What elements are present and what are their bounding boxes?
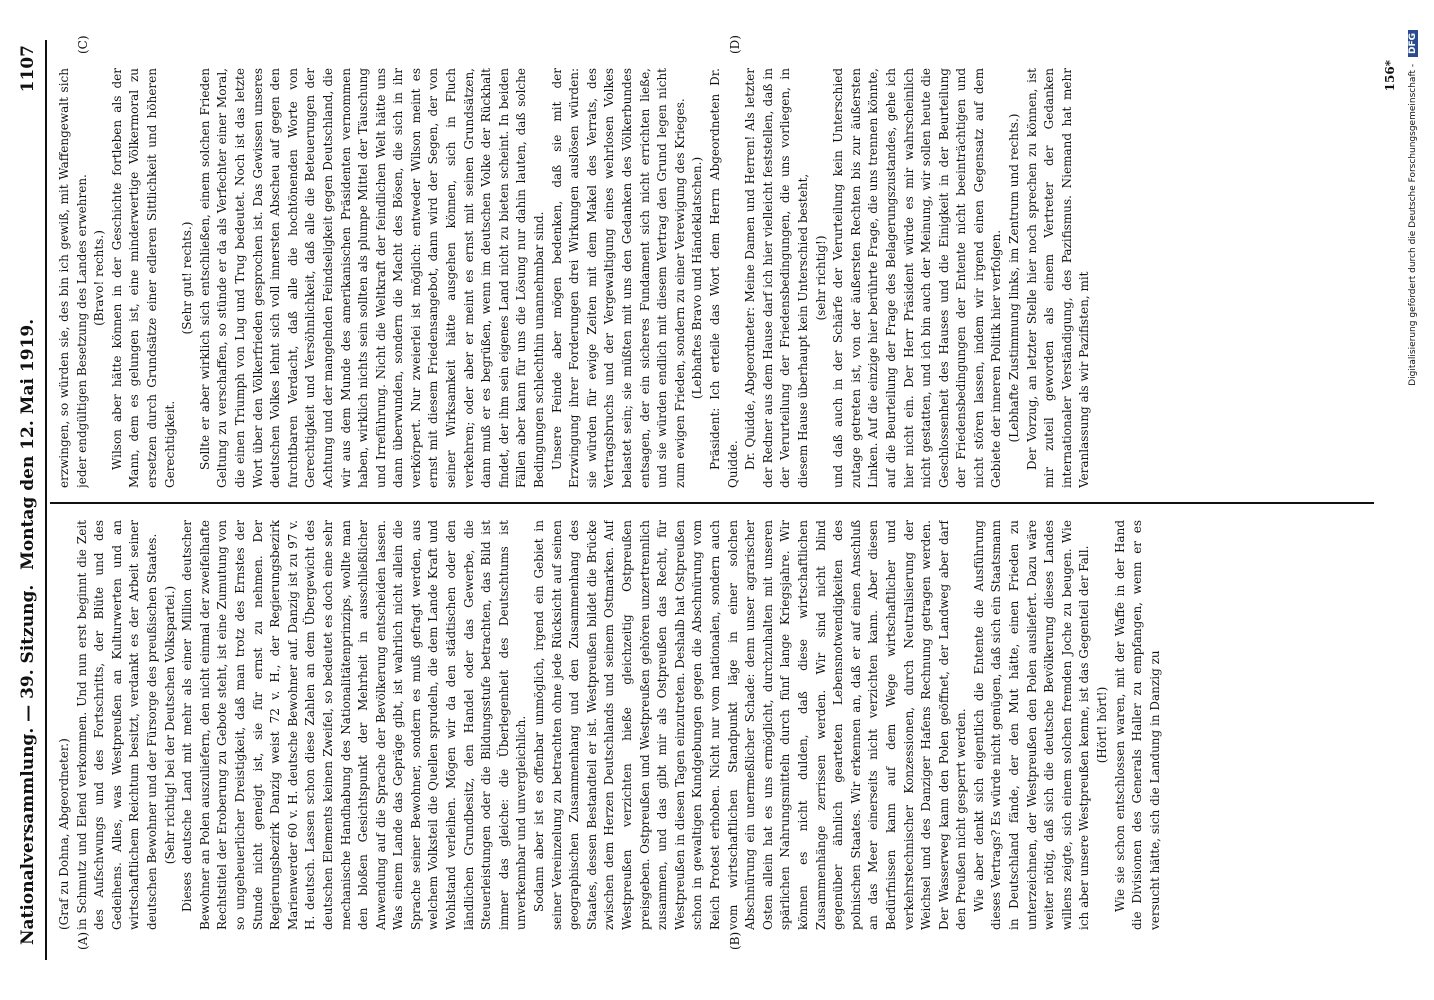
paragraph: erzwingen, so würden sie, des bin ich gewiß, mit Waffengewalt sich jeder endgültigen Besetzung des Landes erwehren. (57, 68, 89, 488)
interjection: (Hört! hört!) (1095, 686, 1110, 764)
left-text-column (56, 520, 1376, 930)
interjection: (Sehr gut! rechts.) (180, 221, 195, 335)
paragraph: Sodann aber ist es offenbar unmöglich, irgend ein Gebiet in seiner Vereinzelung zu betrachten ohne jede Rücksicht auf seinen geographischen Zusammenhang und den Zusammenhang des Staates, dessen Bestandteil er ist. Westpreußen bildet die Brücke zwischen dem Herzen Deutschlands und seinem Ostmarken. Auf Westpreußen verzichten hieße gleichzeitig Ostpreußen preisgeben. Ostpreußen und Westpreußen gehören unzertrennlich zusammen, und das gibt mir als Ostpreußen das Recht, für Westpreußen in diesen Tagen einzutreten. Deshalb hat Ostpreußen schon in gewaltigen Kundgebungen gegen die Abschnürung vom Reich Protest erhoben. Nicht nur vom nationalen, sondern auch vom wirtschaftlichen Standpunkt läge in einer solchen Abschnürung ein unermeßlicher Schade: denn unser agrarischer Osten allein hat es uns ermöglicht, durchzuhalten mit unseren spärlichen Nahrungsmitteln durch fünf lange Kriegsjahre. Wir können es nicht dulden, daß diese wirtschaftlichen Zusammenhänge zerrissen werden. Wir sind nicht blind gegenüber ähnlich gearteten Lebensnotwendigkeiten des polnischen Staates. Wir erkennen an, daß er auf einen Anschluß an das Meer einerseits nicht verzichten kann. Aber diesen Bedürfnissen kann auf dem Wege wirtschaftlicher und verkehrstechnischer Konzessionen, durch Neutralisierung der Weichsel und des Danziger Hafens Rechnung getragen werden. Der Wasserweg kann den Polen geöffnet, der Landweg aber darf den Preußen nicht gesperrt werden. (532, 520, 969, 930)
interjection: (Sehr richtig! bei der Deutschen Volkspartei.) (162, 585, 177, 865)
paragraph: Dieses deutsche Land mit mehr als einer Million deutscher Bewohner an Polen auszuliefern, den nicht einmal der zweifelhafte Rechtstitel der Eroberung zu Gebote steht, ist eine Zumutung von so ungeheuerlicher Dreistigkeit, daß man trotz des Ernstes der Stunde nicht geneigt ist, sie für ernst zu nehmen. Der Regierungsbezirk Danzig weist 72 v. H., der Regierungsbezirk Marienwerder 60 v. H. deutsche Bewohner auf. Danzig ist zu 97 v. H. deutsch. Lassen schon diese Zahlen an dem Übergewicht des deutschen Elements keinen Zweifel, so bedeutet es doch eine sehr mechanische Handhabung des Nationalitätenprinzips, wollte man den bloßen Gesichtspunkt der Mehrheit in ausschließlicher Anwendung auf die Sprache der Bevölkerung entscheiden lassen. Was einem Lande das Gepräge gibt, ist wahrlich nicht allein die Sprache seiner Bewohner, sondern es muß gefragt werden, aus welchem Volksteil die Quellen sprudeln, die dem Lande Kraft und Wohlstand verleihen. Mögen wir da den städtischen oder den ländlichen Grundbesitz, den Handel oder das Gewerbe, die Steuerleistungen oder die Bildungsstufe betrachten, das Bild ist immer das gleiche: die Überlegenheit des Deutschtums ist unverkennbar und unvergleichlich. (180, 520, 529, 930)
paragraph: Sollte er aber wirklich sich entschließen, einem solchen Frieden Geltung zu verschaffen, so stünde er da als Verfechter einer Moral, die einen Triumph von Lug und Trug bedeutet. Noch ist das letzte Wort über den Völkerfrieden gesprochen ist. Das Gewissen unseres deutschen Volkes lehnt sich voll innersten Abscheu auf gegen den furchtbaren Verdacht, daß alle die hochtönenden Worte von Gerechtigkeit und Versöhnlichkeit, daß alle die Beteuerungen der Achtung und der mangelnden Feindseligkeit gegen Deutschland, die wir aus dem Munde des amerikanischen Präsidenten vernommen haben, wirklich nichts sein sollten als plumpe Mittel der Täuschung und Irreführung. Nicht die Weltkraft der feindlichen Welt hätte uns dann überwunden, sondern die Macht des Bösen, die sich in ihr verkörpert. Nur zweierlei ist möglich: entweder Wilson meint es ernst mit diesem Friedensangebot, dann wird der Segen, der von seiner Wirksamkeit hätte ausgehen können, sich in Fluch verkehren; oder aber er meint es ernst mit seinen Grundsätzen, dann muß er es begrüßen, wenn im deutschen Volke der Rückhalt findet, der ihm sein eigenes Land nicht zu bieten scheint. In beiden Fällen aber kann für uns die Lösung nur dahin lauten, daß solche Bedingungen schlechthin unannehmbar sind. (197, 68, 547, 488)
paragraph: Unsere Feinde aber mögen bedenken, daß sie mit der Erzwingung ihrer Forderungen drei Wirkungen auslösen würden: sie würden für ewige Zeiten mit dem Makel des Verrats, des Vertragsbruchs und der Vergewaltigung eines wehrlosen Volkes belastet sein; sie müßten mit uns den Gedanken des Völkerbundes entsagen, der ein sicheres Fundament sich nicht errichten ließe, und sie würden endlich mit diesem Vertrag den Grund legen nicht zum ewigen Frieden, sondern zu einer Verewigung des Krieges. (549, 68, 687, 488)
digitization-note-text: Digitalisierung gefördert durch die Deutsche Forschungsgemeinschaft - (1408, 63, 1418, 386)
paragraph: Wie aber denkt sich eigentlich die Entente die Ausführung dieses Vertrags? Es würde nicht genügen, daß sich ein Staatsmann in Deutschland fände, der den Mut hätte, einen Frieden zu unterzeichnen, der Westpreußen den Polen ausliefert. Dazu wäre weiter nötig, daß sich die deutsche Bevölkerung dieses Landes willens zeigte, sich einem solchen fremden Joche zu beugen. Wie ich aber unsere Westpreußen kenne, ist das Gegenteil der Fall. (971, 520, 1092, 930)
paragraph: in Schmutz und Elend verkommen. Und nun erst beginnt die Zeit des Aufschwungs und des Fortschritts, der Blüte und des Gedeihens. Alles, was Westpreußen an Kulturwerten und an wirtschaftlichem Reichtum besitzt, verdankt es der Arbeit seiner deutschen Bewohner und der Fürsorge des preußischen Staates. (74, 520, 159, 930)
sheet-signature: 156* (1383, 60, 1397, 92)
margin-mark-d: (D) (728, 35, 742, 54)
right-text-column (56, 68, 1376, 488)
paragraph: und daß auch in der Schärfe der Verurteilung kein Unterschied zutage getreten ist, von der äußersten Rechten bis zur äußersten Linken. Auf die einzige hier berührte Frage, die uns trennen könnte, auf die Beurteilung der Frage des Belagerungszustandes, gehe ich hier nicht ein. Der Herr Präsident würde es mir wahrscheinlich nicht gestatten, und ich bin auch der Meinung, wir sollen heute die Geschlossenheit des Hauses und die Einigkeit in der Beurteilung der Friedensbedingungen der Entente nicht beeinträchtigen und nicht stören lassen, indem wir irgend einen Gegensatz auf dem Gebiete der inneren Politik hier verfolgen. (831, 68, 1004, 488)
dfg-logo: DFG (1408, 30, 1418, 57)
column-divider (50, 502, 1374, 504)
interjection: (Lebhaftes Bravo und Händeklatschen.) (690, 156, 705, 400)
margin-mark-a: (A) (76, 931, 90, 950)
interjection: (Bravo! rechts.) (92, 230, 107, 326)
speaker-note: (Graf zu Dohna, Abgeordneter.) (57, 738, 71, 930)
paragraph: Wie sie schon entschlossen waren, mit der Waffe in der Hand die Divisionen des Generals Haller zu empfangen, wenn er es versucht hätte, sich die Landung in Danzig zu (1112, 520, 1162, 930)
header-rule (45, 40, 47, 960)
interjection: (Lebhafte Zustimmung links, im Zentrum und rechts.) (1007, 113, 1022, 443)
digitization-note (1408, 30, 1418, 970)
margin-mark-b: (B) (728, 931, 742, 950)
paragraph: Wilson aber hätte können in der Geschichte fortleben als der Mann, dem es gelungen ist, eine minderwertige Völkermoral zu ersetzen durch Grundsätze einer edleren Sittlichkeit und höheren Gerechtigkeit. (109, 68, 177, 488)
paragraph: Der Vorzug, an letzter Stelle hier noch sprechen zu können, ist mir zuteil geworden als einem Vertreter der Gedanken internationaler Verständigung, des Pazifismus. Niemand hat mehr Veranlassung als wir Pazifisten, mit (1024, 68, 1092, 488)
margin-mark-c: (C) (76, 35, 90, 54)
header-session-title: Nationalversammlung. — 39. Sitzung. (18, 584, 38, 945)
header-date: Montag den 12. Mai 1919. (18, 318, 38, 570)
interjection: (sehr richtig!) (813, 235, 828, 321)
paragraph: Präsident: Ich erteile das Wort dem Herrn Abgeordneten Dr. Quidde. (707, 68, 740, 488)
paragraph: Dr. Quidde, Abgeordneter: Meine Damen und Herren! Als letzter der Redner aus dem Hause darf ich hier vielleicht feststellen, daß in der Verurteilung der Friedensbedingungen, die uns vorliegen, in diesem Hause überhaupt kein Unterschied besteht, (743, 68, 810, 488)
header-page-number: 1107 (18, 45, 38, 93)
